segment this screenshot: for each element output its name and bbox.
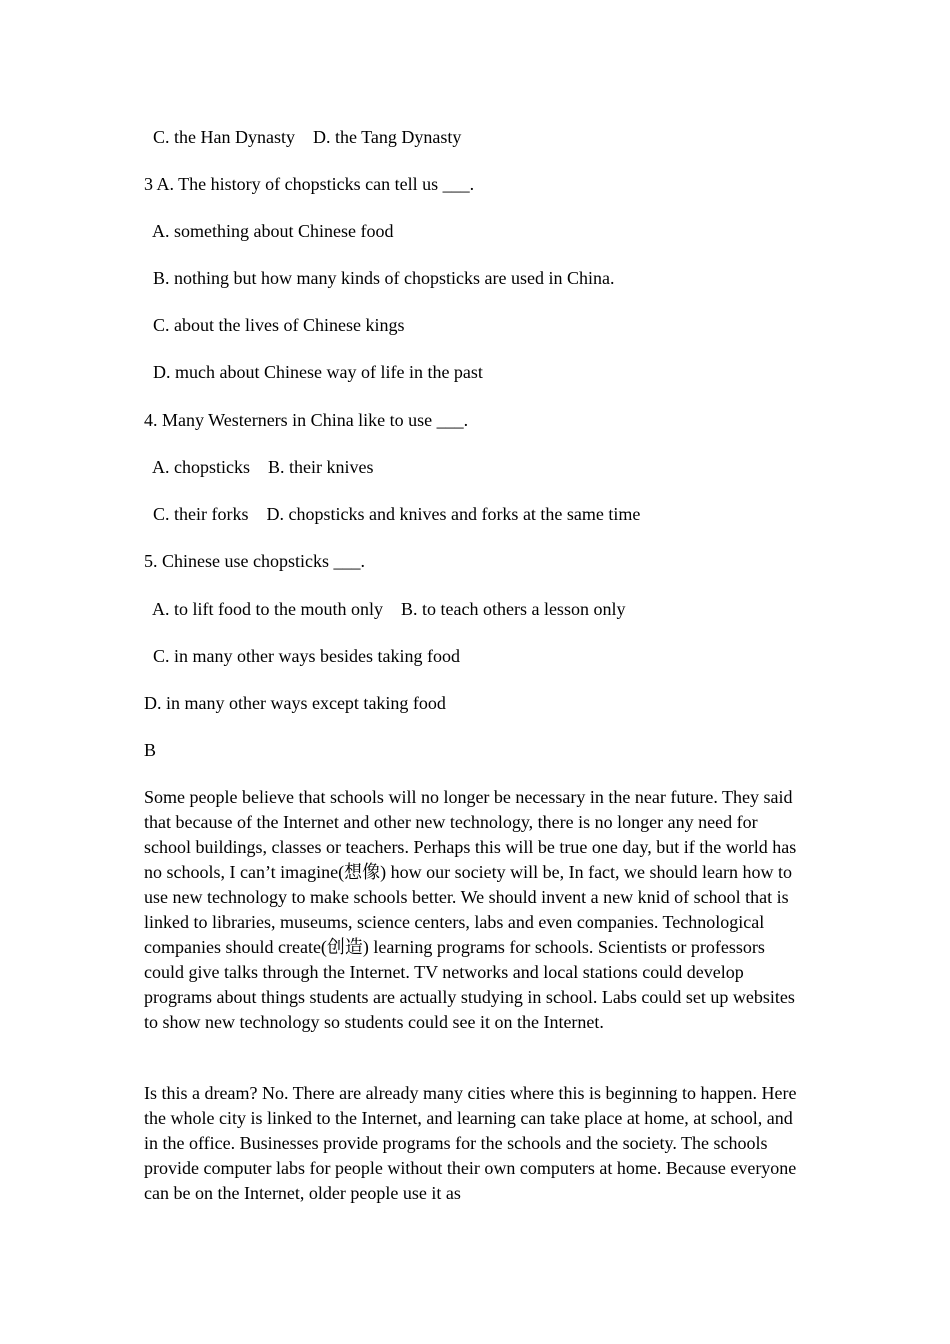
question3-option-d: D. much about Chinese way of life in the past xyxy=(144,362,483,382)
question3-stem: 3 A. The history of chopsticks can tell us ___. xyxy=(144,174,475,194)
question3-option-b: B. nothing but how many kinds of chopsticks are used in China. xyxy=(144,268,615,288)
question4-options-ab: A. chopsticks B. their knives xyxy=(144,457,374,477)
question5-options-ab: A. to lift food to the mouth only B. to teach others a lesson only xyxy=(144,599,626,619)
question5-stem: 5. Chinese use chopsticks ___. xyxy=(144,551,365,571)
question4-stem: 4. Many Westerners in China like to use ___. xyxy=(144,410,469,430)
passage-paragraph-1: Some people believe that schools will no longer be necessary in the near future. They said that because of the Internet and other new technology, there is no longer any need for school buildings, classes or teachers. Perhaps this will be true one day, but if the world has no schools, I can’t imagine(想像) how our society will be, In fact, we should learn how to use new technology to make schools better. We should invent a new knid of school that is linked to libraries, museums, science centers, labs and even companies. Technological companies should create(创造) learning programs for schools. Scientists or professors could give talks through the Internet. TV networks and local stations could develop programs about things students are actually studying in school. Labs could set up websites to show new technology so students could see it on the Internet. xyxy=(144,787,797,1032)
question4-options-cd: C. their forks D. chopsticks and knives and forks at the same time xyxy=(144,504,641,524)
question5-option-c: C. in many other ways besides taking food xyxy=(144,646,460,666)
question5-option-d: D. in many other ways except taking food xyxy=(144,693,446,713)
section-b-heading: B xyxy=(144,740,157,760)
question2-options-cd: C. the Han Dynasty D. the Tang Dynasty xyxy=(144,127,462,147)
question3-option-c: C. about the lives of Chinese kings xyxy=(144,315,405,335)
passage-paragraph-2: Is this a dream? No. There are already many cities where this is beginning to happen. Here the whole city is linked to the Internet, and learning can take place at home, at school, and in the office. Businesses provide programs for the schools and the society. The schools provide computer labs for people without their own computers at home. Because everyone can be on the Internet, older people use it as xyxy=(144,1083,797,1203)
question3-option-a: A. something about Chinese food xyxy=(144,221,394,241)
